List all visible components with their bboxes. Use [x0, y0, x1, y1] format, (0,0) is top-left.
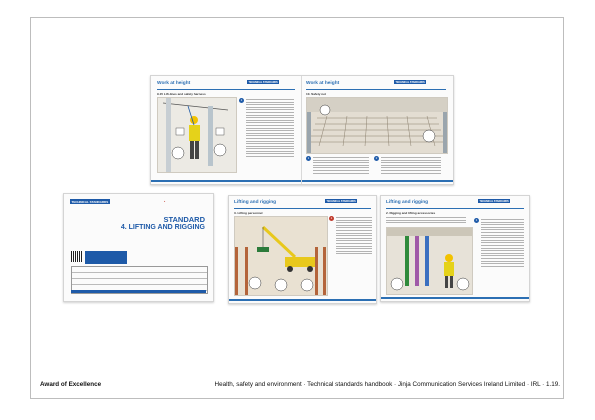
intro-text — [386, 217, 466, 225]
page-title: Lifting and rigging — [234, 200, 277, 205]
work-at-height-spread — [150, 75, 454, 185]
callout-badge: 2 — [375, 156, 378, 160]
callout-badge: 1 — [240, 98, 243, 102]
page-title: Work at height — [306, 81, 340, 86]
safety-net-drawing — [307, 98, 447, 153]
instruction-text — [481, 219, 524, 268]
technical-standards-logo: TECHNICAL STANDARDS — [71, 199, 109, 204]
page-footer-strip — [151, 180, 301, 182]
title-rule — [157, 89, 295, 90]
rigging-drawing — [387, 228, 472, 294]
page-subtitle: 3. Lifting personnel — [234, 211, 263, 215]
page-title: Work at height — [157, 81, 191, 86]
work-at-height-page-left — [151, 76, 301, 184]
award-caption: Award of Excellence — [40, 381, 102, 388]
instruction-text — [336, 217, 372, 256]
work-at-height-page-right — [302, 76, 453, 184]
page-title: Lifting and rigging — [386, 200, 429, 205]
page-subtitle: 2. Rigging and lifting accessories — [386, 211, 436, 215]
callout-badge: 1 — [475, 218, 478, 222]
page-subtitle: 10. Safety net — [306, 92, 326, 96]
crane-drawing — [235, 217, 327, 295]
instruction-text — [313, 157, 369, 175]
qr-code — [71, 251, 82, 262]
instruction-text — [246, 99, 294, 159]
title-rule — [306, 89, 446, 90]
cover-info-box — [85, 251, 127, 264]
technical-standards-logo: TECHNICAL STANDARDS — [326, 199, 356, 203]
cover-subtitle: 4. LIFTING AND RIGGING — [120, 224, 205, 231]
rigging-accessories-spread — [380, 195, 530, 302]
lifting-personnel-spread — [228, 195, 377, 304]
cover-sheet — [63, 193, 214, 302]
harness-drawing — [158, 98, 236, 172]
technical-standards-logo: TECHNICAL STANDARDS — [479, 199, 509, 203]
cover-footer-bar — [71, 290, 206, 293]
cover-title: STANDARD — [163, 215, 205, 224]
crane-illustration — [234, 216, 328, 296]
title-rule — [234, 208, 371, 209]
safety-net-illustration — [306, 97, 448, 154]
partner-logo: ● — [164, 201, 166, 203]
callout-badge: 1 — [330, 216, 333, 220]
page-footer-strip — [381, 297, 529, 299]
technical-standards-logo: TECHNICAL STANDARDS — [395, 80, 425, 84]
callout-badge: 1 — [307, 156, 310, 160]
rigging-illustration — [386, 227, 473, 295]
page-subtitle: 9.15 Lift-lines and safety harness — [157, 92, 206, 96]
technical-standards-logo: TECHNICAL STANDARDS — [248, 80, 278, 84]
project-description: Health, safety and environment · Technical standards handbook · Jinja Communication Services Ireland Limited · IRL · 1.19. — [214, 381, 560, 388]
title-rule — [386, 208, 524, 209]
page-footer-strip — [302, 180, 453, 182]
harness-illustration — [157, 97, 237, 173]
page-footer-strip — [229, 299, 376, 301]
instruction-text — [381, 157, 441, 175]
